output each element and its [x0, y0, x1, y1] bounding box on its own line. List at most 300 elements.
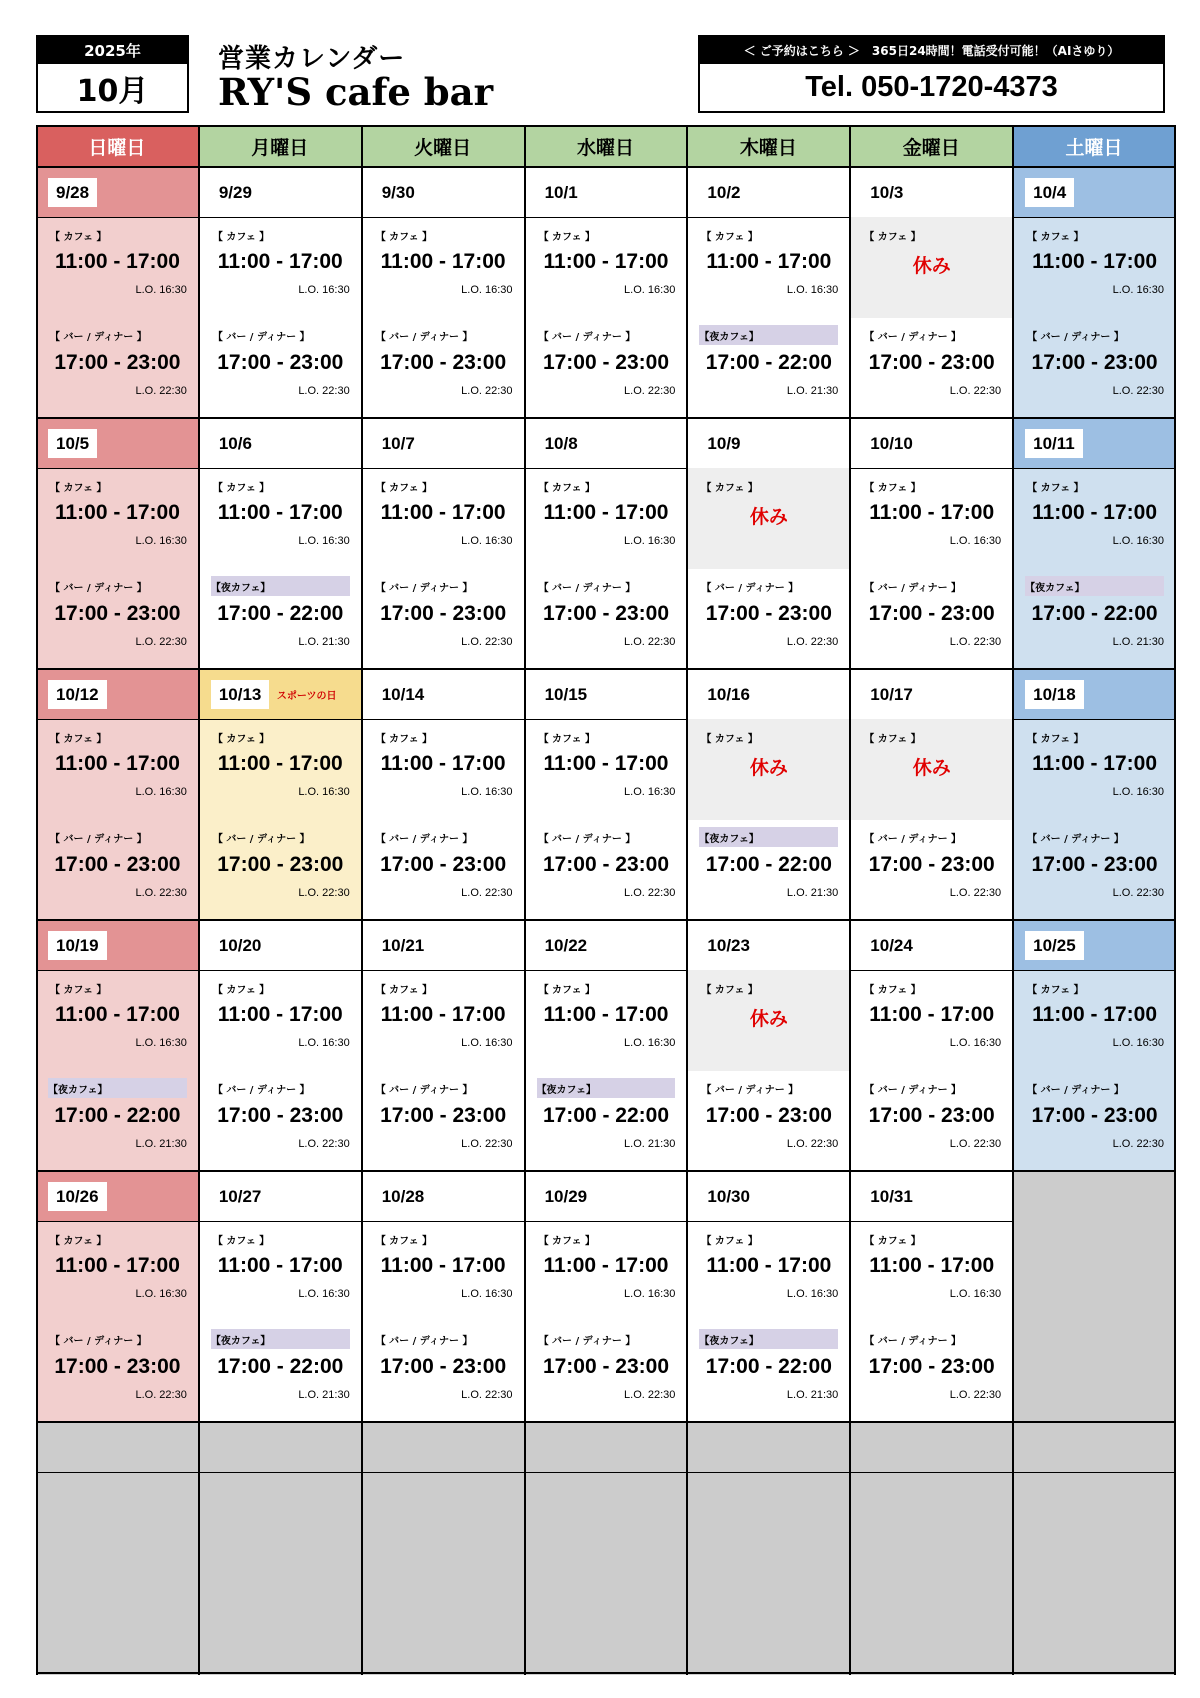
cafe-hours: 11:00 - 17:00 — [380, 752, 506, 775]
cafe-last-order: L.O. 16:30 — [461, 535, 513, 547]
phone-number[interactable]: Tel. 050-1720-4373 — [805, 71, 1058, 103]
night-cafe-last-order: L.O. 21:30 — [298, 1389, 350, 1401]
day-cell — [687, 1171, 850, 1422]
day-cell — [850, 167, 1013, 418]
grid-line — [524, 125, 526, 1675]
date-label: 10/7 — [381, 433, 415, 453]
day-cell — [362, 167, 525, 418]
night-cafe-label: 【夜カフェ】 — [1025, 576, 1164, 596]
bar-last-order: L.O. 22:30 — [624, 636, 676, 648]
day-cell — [525, 418, 688, 669]
cafe-hours: 11:00 - 17:00 — [217, 501, 343, 524]
date-label: 10/18 — [1025, 680, 1084, 709]
date-label: 10/10 — [870, 433, 913, 453]
cafe-label: 【 カフェ 】 — [864, 733, 921, 745]
bar-label: 【 バー / ディナー 】 — [538, 331, 636, 343]
bar-hours: 17:00 - 23:00 — [705, 602, 832, 625]
cafe-hours: 11:00 - 17:00 — [1032, 501, 1158, 524]
cafe-hours: 11:00 - 17:00 — [54, 250, 180, 273]
grid-line — [686, 125, 688, 1675]
cafe-hours: 11:00 - 17:00 — [380, 501, 506, 524]
bar-last-order: L.O. 22:30 — [786, 1138, 839, 1150]
bar-label: 【 バー / ディナー 】 — [701, 1084, 799, 1096]
bar-label: 【 バー / ディナー 】 — [864, 833, 962, 845]
date-label: 10/21 — [381, 935, 425, 955]
date-label: 10/12 — [48, 680, 107, 709]
bar-last-order: L.O. 22:30 — [624, 385, 676, 397]
cafe-label: 【 カフェ 】 — [701, 482, 758, 494]
cafe-last-order: L.O. 16:30 — [135, 1037, 187, 1049]
date-label: 10/20 — [218, 935, 262, 955]
cafe-label: 【 カフェ 】 — [50, 231, 107, 243]
grid-line — [36, 417, 1176, 419]
date-label: 9/30 — [381, 182, 415, 202]
cafe-label: 【 カフェ 】 — [375, 231, 433, 243]
bar-last-order: L.O. 22:30 — [461, 1389, 513, 1401]
date-label: 10/30 — [707, 1186, 750, 1206]
cafe-hours: 11:00 - 17:00 — [543, 501, 669, 524]
bar-last-order: L.O. 22:30 — [1112, 385, 1164, 397]
date-label: 10/27 — [218, 1186, 262, 1206]
cafe-last-order: L.O. 16:30 — [461, 284, 513, 296]
date-label: 9/29 — [218, 182, 252, 202]
cafe-hours: 11:00 - 17:00 — [54, 1254, 180, 1277]
bar-label: 【 バー / ディナー 】 — [864, 1335, 962, 1347]
date-label: 10/11 — [1025, 429, 1083, 458]
cafe-hours: 11:00 - 17:00 — [54, 501, 180, 524]
bar-last-order: L.O. 22:30 — [1112, 1138, 1164, 1150]
cafe-hours: 11:00 - 17:00 — [706, 1254, 832, 1277]
cafe-last-order: L.O. 16:30 — [135, 535, 187, 547]
bar-hours: 17:00 - 23:00 — [54, 351, 181, 374]
day-cell — [850, 920, 1013, 1171]
bar-hours: 17:00 - 23:00 — [868, 853, 995, 876]
cafe-last-order: L.O. 16:30 — [461, 786, 513, 798]
night-cafe-label: 【夜カフェ】 — [699, 1329, 838, 1349]
day-cell — [525, 1171, 688, 1422]
night-cafe-hours: 17:00 - 22:00 — [705, 351, 832, 374]
bar-last-order: L.O. 22:30 — [949, 385, 1002, 397]
bar-hours: 17:00 - 23:00 — [542, 351, 670, 374]
day-cell — [687, 669, 850, 920]
empty-day-cell — [36, 1422, 199, 1675]
bar-last-order: L.O. 22:30 — [624, 887, 676, 899]
night-cafe-last-order: L.O. 21:30 — [135, 1138, 187, 1150]
day-cell — [687, 920, 850, 1171]
business-calendar — [36, 125, 1176, 1675]
cafe-label: 【 カフェ 】 — [864, 984, 921, 996]
weekday-header: 木曜日 — [687, 125, 850, 167]
day-cell — [1013, 418, 1176, 669]
date-label: 10/23 — [707, 935, 750, 955]
cafe-hours: 11:00 - 17:00 — [217, 1254, 343, 1277]
bar-last-order: L.O. 22:30 — [135, 1389, 187, 1401]
night-cafe-hours: 17:00 - 22:00 — [1031, 602, 1158, 625]
cafe-label: 【 カフェ 】 — [212, 231, 270, 243]
date-label: 10/16 — [707, 684, 750, 704]
bar-label: 【 バー / ディナー 】 — [538, 582, 636, 594]
cafe-hours: 11:00 - 17:00 — [543, 752, 669, 775]
day-cell — [36, 920, 199, 1171]
cafe-hours: 11:00 - 17:00 — [543, 250, 669, 273]
day-cell — [687, 167, 850, 418]
closed-label: 休み — [912, 757, 951, 779]
day-cell — [362, 669, 525, 920]
cafe-last-order: L.O. 16:30 — [298, 1288, 350, 1300]
day-cell — [199, 920, 362, 1171]
cafe-hours: 11:00 - 17:00 — [869, 501, 995, 524]
date-label: 10/14 — [381, 684, 425, 704]
cafe-last-order: L.O. 16:30 — [1112, 535, 1164, 547]
cafe-last-order: L.O. 16:30 — [624, 284, 676, 296]
grid-line — [198, 125, 200, 1675]
bar-label: 【 バー / ディナー 】 — [375, 582, 473, 594]
night-cafe-label: 【夜カフェ】 — [48, 1078, 187, 1098]
bar-label: 【 バー / ディナー 】 — [375, 331, 473, 343]
closed-label: 休み — [749, 506, 788, 528]
night-cafe-hours: 17:00 - 22:00 — [705, 1355, 832, 1378]
date-label: 10/6 — [218, 433, 252, 453]
bar-hours: 17:00 - 23:00 — [217, 853, 344, 876]
holiday-name: スポーツの日 — [276, 691, 337, 702]
cafe-last-order: L.O. 16:30 — [1112, 786, 1164, 798]
bar-last-order: L.O. 22:30 — [949, 1389, 1002, 1401]
bar-label: 【 バー / ディナー 】 — [538, 833, 636, 845]
cafe-last-order: L.O. 16:30 — [461, 1288, 513, 1300]
bar-last-order: L.O. 22:30 — [461, 636, 513, 648]
bar-last-order: L.O. 22:30 — [135, 385, 187, 397]
cafe-label: 【 カフェ 】 — [50, 482, 107, 494]
bar-hours: 17:00 - 23:00 — [868, 602, 995, 625]
weekday-header: 日曜日 — [36, 125, 199, 167]
date-label: 10/15 — [544, 684, 588, 704]
day-cell — [362, 418, 525, 669]
cafe-label: 【 カフェ 】 — [701, 231, 758, 243]
cafe-last-order: L.O. 16:30 — [624, 1037, 676, 1049]
cafe-last-order: L.O. 16:30 — [298, 1037, 350, 1049]
cafe-last-order: L.O. 16:30 — [624, 535, 676, 547]
shop-name: RY'S cafe bar — [218, 70, 494, 114]
cafe-label: 【 カフェ 】 — [864, 231, 921, 243]
bar-last-order: L.O. 22:30 — [298, 1138, 350, 1150]
day-cell — [687, 418, 850, 669]
cafe-hours: 11:00 - 17:00 — [380, 250, 506, 273]
grid-line — [36, 1421, 1176, 1423]
day-cell — [199, 669, 362, 920]
cafe-hours: 11:00 - 17:00 — [543, 1003, 669, 1026]
empty-day-cell — [199, 1422, 362, 1675]
cafe-label: 【 カフェ 】 — [375, 984, 433, 996]
cafe-last-order: L.O. 16:30 — [786, 1288, 839, 1300]
bar-label: 【 バー / ディナー 】 — [375, 833, 473, 845]
cafe-label: 【 カフェ 】 — [538, 984, 596, 996]
weekday-header: 月曜日 — [199, 125, 362, 167]
night-cafe-hours: 17:00 - 22:00 — [542, 1104, 670, 1127]
day-cell — [199, 1171, 362, 1422]
date-label: 10/17 — [870, 684, 913, 704]
cafe-last-order: L.O. 16:30 — [624, 1288, 676, 1300]
cafe-label: 【 カフェ 】 — [375, 482, 433, 494]
cafe-last-order: L.O. 16:30 — [1112, 284, 1164, 296]
cafe-hours: 11:00 - 17:00 — [217, 752, 343, 775]
calendar-subtitle: 営業カレンダー — [218, 44, 406, 74]
bar-hours: 17:00 - 23:00 — [868, 1355, 995, 1378]
date-label: 10/31 — [870, 1186, 913, 1206]
cafe-last-order: L.O. 16:30 — [135, 284, 187, 296]
cafe-label: 【 カフェ 】 — [50, 984, 107, 996]
cafe-label: 【 カフェ 】 — [1027, 482, 1084, 494]
day-cell — [850, 1171, 1013, 1422]
bar-last-order: L.O. 22:30 — [298, 887, 350, 899]
day-cell — [36, 1171, 199, 1422]
cafe-last-order: L.O. 16:30 — [949, 1288, 1002, 1300]
grid-line — [36, 1472, 1176, 1473]
cafe-label: 【 カフェ 】 — [538, 482, 596, 494]
bar-last-order: L.O. 22:30 — [1112, 887, 1164, 899]
grid-line — [36, 125, 1176, 127]
day-cell — [525, 669, 688, 920]
cafe-last-order: L.O. 16:30 — [949, 535, 1002, 547]
bar-label: 【 バー / ディナー 】 — [375, 1084, 473, 1096]
date-label: 10/26 — [48, 1182, 107, 1211]
bar-last-order: L.O. 22:30 — [949, 887, 1002, 899]
date-label: 10/3 — [870, 182, 904, 202]
day-cell — [199, 167, 362, 418]
night-cafe-hours: 17:00 - 22:00 — [217, 602, 344, 625]
grid-line — [1012, 125, 1014, 1675]
bar-hours: 17:00 - 23:00 — [705, 1104, 832, 1127]
night-cafe-label: 【夜カフェ】 — [537, 1078, 676, 1098]
closed-label: 休み — [912, 255, 951, 277]
cafe-hours: 11:00 - 17:00 — [1032, 752, 1158, 775]
bar-last-order: L.O. 22:30 — [624, 1389, 676, 1401]
bar-hours: 17:00 - 23:00 — [1031, 853, 1158, 876]
cafe-label: 【 カフェ 】 — [538, 231, 596, 243]
night-cafe-last-order: L.O. 21:30 — [298, 636, 350, 648]
bar-hours: 17:00 - 23:00 — [1031, 1104, 1158, 1127]
day-cell — [1013, 669, 1176, 920]
bar-label: 【 バー / ディナー 】 — [1027, 833, 1124, 845]
weekday-header: 火曜日 — [362, 125, 525, 167]
cafe-label: 【 カフェ 】 — [212, 984, 270, 996]
bar-label: 【 バー / ディナー 】 — [375, 1335, 473, 1347]
bar-label: 【 バー / ディナー 】 — [50, 331, 147, 343]
bar-hours: 17:00 - 23:00 — [380, 1355, 507, 1378]
bar-hours: 17:00 - 23:00 — [217, 351, 344, 374]
cafe-label: 【 カフェ 】 — [1027, 231, 1084, 243]
bar-hours: 17:00 - 23:00 — [380, 1104, 507, 1127]
day-cell — [1013, 167, 1176, 418]
date-label: 10/4 — [1025, 178, 1074, 207]
bar-last-order: L.O. 22:30 — [461, 887, 513, 899]
day-cell — [199, 418, 362, 669]
cafe-hours: 11:00 - 17:00 — [706, 250, 832, 273]
grid-line — [36, 1672, 1176, 1674]
night-cafe-label: 【夜カフェ】 — [211, 576, 350, 596]
bar-hours: 17:00 - 23:00 — [868, 351, 995, 374]
night-cafe-label: 【夜カフェ】 — [211, 1329, 350, 1349]
cafe-label: 【 カフェ 】 — [50, 1235, 107, 1247]
reservation-note: ＜ ご予約はこちら ＞ 365日24時間！電話受付可能！（AIさゆり） — [700, 37, 1163, 64]
cafe-label: 【 カフェ 】 — [1027, 984, 1084, 996]
cafe-last-order: L.O. 16:30 — [298, 786, 350, 798]
grid-line — [36, 919, 1176, 921]
cafe-hours: 11:00 - 17:00 — [869, 1003, 995, 1026]
day-cell — [36, 418, 199, 669]
bar-label: 【 バー / ディナー 】 — [1027, 331, 1124, 343]
cafe-label: 【 カフェ 】 — [375, 733, 433, 745]
empty-day-cell — [687, 1422, 850, 1675]
day-cell — [525, 167, 688, 418]
bar-hours: 17:00 - 23:00 — [54, 853, 181, 876]
cafe-hours: 11:00 - 17:00 — [217, 250, 343, 273]
grid-line — [361, 125, 363, 1675]
cafe-label: 【 カフェ 】 — [701, 984, 758, 996]
empty-day-cell — [850, 1422, 1013, 1675]
date-label: 10/9 — [707, 433, 741, 453]
bar-last-order: L.O. 22:30 — [461, 1138, 513, 1150]
bar-last-order: L.O. 22:30 — [135, 636, 187, 648]
cafe-label: 【 カフェ 】 — [538, 733, 596, 745]
bar-label: 【 バー / ディナー 】 — [50, 833, 147, 845]
bar-hours: 17:00 - 23:00 — [868, 1104, 995, 1127]
bar-label: 【 バー / ディナー 】 — [50, 1335, 147, 1347]
closed-label: 休み — [749, 757, 788, 779]
cafe-label: 【 カフェ 】 — [701, 733, 758, 745]
empty-day-cell — [1013, 1422, 1176, 1675]
weekday-header: 土曜日 — [1013, 125, 1176, 167]
cafe-label: 【 カフェ 】 — [1027, 733, 1084, 745]
day-cell — [850, 669, 1013, 920]
cafe-last-order: L.O. 16:30 — [624, 786, 676, 798]
cafe-last-order: L.O. 16:30 — [1112, 1037, 1164, 1049]
cafe-label: 【 カフェ 】 — [375, 1235, 433, 1247]
cafe-hours: 11:00 - 17:00 — [54, 752, 180, 775]
bar-label: 【 バー / ディナー 】 — [701, 582, 799, 594]
cafe-label: 【 カフェ 】 — [864, 1235, 921, 1247]
bar-last-order: L.O. 22:30 — [461, 385, 513, 397]
night-cafe-hours: 17:00 - 22:00 — [217, 1355, 344, 1378]
bar-label: 【 バー / ディナー 】 — [212, 331, 310, 343]
cafe-label: 【 カフェ 】 — [212, 1235, 270, 1247]
date-label: 10/2 — [707, 182, 741, 202]
night-cafe-label: 【夜カフェ】 — [699, 827, 838, 847]
empty-day-cell — [1013, 1171, 1176, 1422]
closed-label: 休み — [749, 1008, 788, 1030]
grid-line — [36, 1170, 1176, 1172]
cafe-last-order: L.O. 16:30 — [786, 284, 839, 296]
bar-hours: 17:00 - 23:00 — [380, 351, 507, 374]
bar-hours: 17:00 - 23:00 — [380, 853, 507, 876]
bar-label: 【 バー / ディナー 】 — [864, 582, 962, 594]
bar-hours: 17:00 - 23:00 — [54, 602, 181, 625]
cafe-last-order: L.O. 16:30 — [298, 535, 350, 547]
night-cafe-hours: 17:00 - 22:00 — [705, 853, 832, 876]
cafe-label: 【 カフェ 】 — [212, 733, 270, 745]
cafe-label: 【 カフェ 】 — [50, 733, 107, 745]
year-label: 2025年 — [38, 37, 187, 64]
bar-hours: 17:00 - 23:00 — [542, 602, 670, 625]
grid-line — [849, 125, 851, 1675]
weekday-header: 金曜日 — [850, 125, 1013, 167]
day-cell — [36, 669, 199, 920]
bar-label: 【 バー / ディナー 】 — [50, 582, 147, 594]
grid-line — [36, 125, 38, 1675]
night-cafe-hours: 17:00 - 22:00 — [54, 1104, 181, 1127]
date-label: 9/28 — [48, 178, 97, 207]
night-cafe-last-order: L.O. 21:30 — [624, 1138, 676, 1150]
cafe-label: 【 カフェ 】 — [538, 1235, 596, 1247]
date-label: 10/1 — [544, 182, 578, 202]
cafe-hours: 11:00 - 17:00 — [1032, 250, 1158, 273]
date-label: 10/13 — [211, 680, 270, 709]
cafe-hours: 11:00 - 17:00 — [543, 1254, 669, 1277]
bar-hours: 17:00 - 23:00 — [1031, 351, 1158, 374]
grid-line — [36, 166, 1176, 168]
month-label: 10月 — [76, 73, 149, 109]
bar-label: 【 バー / ディナー 】 — [212, 833, 310, 845]
calendar-month-box — [36, 35, 189, 113]
date-label: 10/29 — [544, 1186, 588, 1206]
grid-line — [36, 668, 1176, 670]
cafe-last-order: L.O. 16:30 — [461, 1037, 513, 1049]
bar-label: 【 バー / ディナー 】 — [864, 1084, 962, 1096]
cafe-hours: 11:00 - 17:00 — [217, 1003, 343, 1026]
cafe-label: 【 カフェ 】 — [864, 482, 921, 494]
day-cell — [525, 920, 688, 1171]
bar-hours: 17:00 - 23:00 — [542, 1355, 670, 1378]
cafe-hours: 11:00 - 17:00 — [54, 1003, 180, 1026]
empty-day-cell — [525, 1422, 688, 1675]
bar-hours: 17:00 - 23:00 — [380, 602, 507, 625]
date-label: 10/22 — [544, 935, 588, 955]
day-cell — [850, 418, 1013, 669]
grid-line — [1174, 125, 1176, 1675]
day-cell — [362, 920, 525, 1171]
bar-hours: 17:00 - 23:00 — [54, 1355, 181, 1378]
cafe-hours: 11:00 - 17:00 — [869, 1254, 995, 1277]
date-label: 10/5 — [48, 429, 97, 458]
night-cafe-last-order: L.O. 21:30 — [786, 1389, 839, 1401]
cafe-last-order: L.O. 16:30 — [135, 1288, 187, 1300]
bar-label: 【 バー / ディナー 】 — [1027, 1084, 1124, 1096]
cafe-label: 【 カフェ 】 — [212, 482, 270, 494]
cafe-hours: 11:00 - 17:00 — [380, 1254, 506, 1277]
day-cell — [36, 167, 199, 418]
cafe-last-order: L.O. 16:30 — [949, 1037, 1002, 1049]
weekday-header: 水曜日 — [525, 125, 688, 167]
bar-hours: 17:00 - 23:00 — [217, 1104, 344, 1127]
date-label: 10/25 — [1025, 931, 1084, 960]
cafe-hours: 11:00 - 17:00 — [1032, 1003, 1158, 1026]
date-label: 10/24 — [870, 935, 913, 955]
date-label: 10/8 — [544, 433, 578, 453]
date-label: 10/28 — [381, 1186, 425, 1206]
day-cell — [362, 1171, 525, 1422]
bar-label: 【 バー / ディナー 】 — [212, 1084, 310, 1096]
night-cafe-last-order: L.O. 21:30 — [786, 887, 839, 899]
reservation-box — [698, 35, 1165, 113]
bar-last-order: L.O. 22:30 — [786, 636, 839, 648]
date-label: 10/19 — [48, 931, 107, 960]
cafe-label: 【 カフェ 】 — [701, 1235, 758, 1247]
cafe-hours: 11:00 - 17:00 — [380, 1003, 506, 1026]
night-cafe-last-order: L.O. 21:30 — [1112, 636, 1164, 648]
bar-last-order: L.O. 22:30 — [135, 887, 187, 899]
bar-last-order: L.O. 22:30 — [949, 636, 1002, 648]
bar-label: 【 バー / ディナー 】 — [538, 1335, 636, 1347]
night-cafe-last-order: L.O. 21:30 — [786, 385, 839, 397]
